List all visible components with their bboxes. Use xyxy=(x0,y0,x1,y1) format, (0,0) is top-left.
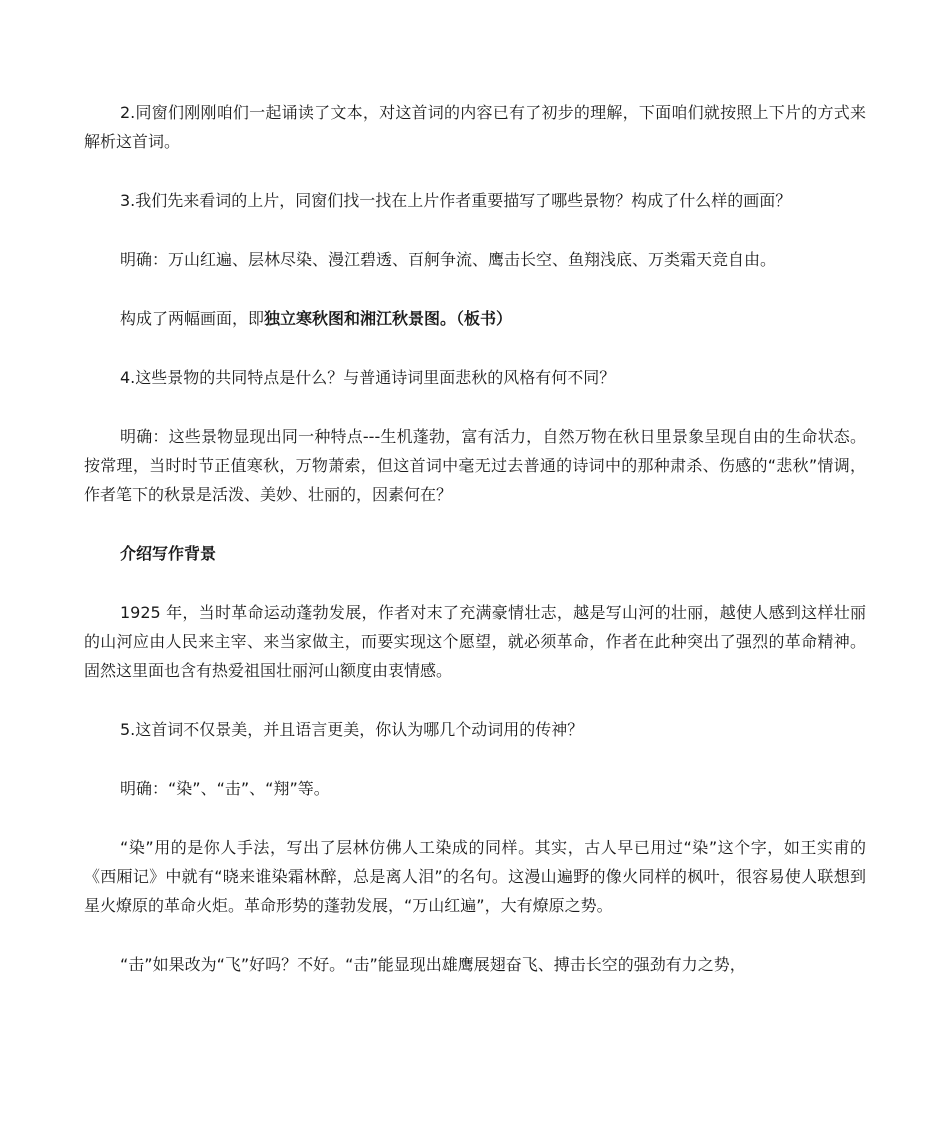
paragraph-question-5: 5.这首词不仅景美，并且语言更美，你认为哪几个动词用的传神？ xyxy=(120,720,584,739)
paragraph-answer-scenery: 明确：万山红遍、层林尽染、漫江碧透、百舸争流、鹰击长空、鱼翔浅底、万类霜天竞自由。 xyxy=(120,250,777,269)
paragraph-question-4: 4.这些景物的共同特点是什么？与普通诗词里面悲秋的风格有何不同？ xyxy=(120,368,616,387)
paragraph-ran-analysis: “染”用的是你人手法，写出了层林仿佛人工染成的同样。其实，古人早已用过“染”这个字，如王实甫的《西厢记》中就有“晓来谁染霜林醉，总是离人泪”的名句。这漫山遍野的像火同样的枫叶，很容易使人联想到星火燎原的革命火炬。革命形势的蓬勃发展，“万山红遍”，大有燎原之势。 xyxy=(84,838,866,915)
paragraph-intro-reading: 2.同窗们刚刚咱们一起诵读了文本，对这首词的内容已有了初步的理解，下面咱们就按照上下片的方式来解析这首词。 xyxy=(84,103,866,151)
two-pictures-prefix: 构成了两幅画面，即 xyxy=(120,309,265,328)
paragraph-answer-verbs: 明确：“染”、“击”、“翔”等。 xyxy=(120,779,330,798)
paragraph-question-3: 3.我们先来看词的上片，同窗们找一找在上片作者重要描写了哪些景物？构成了什么样的画面？ xyxy=(120,191,792,210)
two-pictures-bold: 独立寒秋图和湘江秋景图。（板书） xyxy=(264,309,513,328)
paragraph-ji-analysis: “击”如果改为“飞”好吗？不好。“击”能显现出雄鹰展翅奋飞、搏击长空的强劲有力之势， xyxy=(120,955,746,974)
paragraph-answer-features: 明确：这些景物显现出同一种特点---生机蓬勃，富有活力，自然万物在秋日里景象呈现自由的生命状态。按常理，当时时节正值寒秋，万物萧索，但这首词中毫无过去普通的诗词中的那种肃杀、伤感的“悲秋”情调，作者笔下的秋景是活泼、美妙、壮丽的，因素何在？ xyxy=(84,427,866,504)
paragraph-background-1925: 1925 年，当时革命运动蓬勃发展，作者对末了充满豪情壮志，越是写山河的壮丽，越使人感到这样壮丽的山河应由人民来主宰、来当家做主，而要实现这个愿望，就必须革命，作者在此种突出了强烈的革命精神。固然这里面也含有热爱祖国壮丽河山额度由衷情感。 xyxy=(84,603,866,680)
document-page xyxy=(84,98,866,1009)
section-heading-background: 介绍写作背景 xyxy=(120,544,217,563)
paragraph-two-pictures xyxy=(84,304,866,333)
